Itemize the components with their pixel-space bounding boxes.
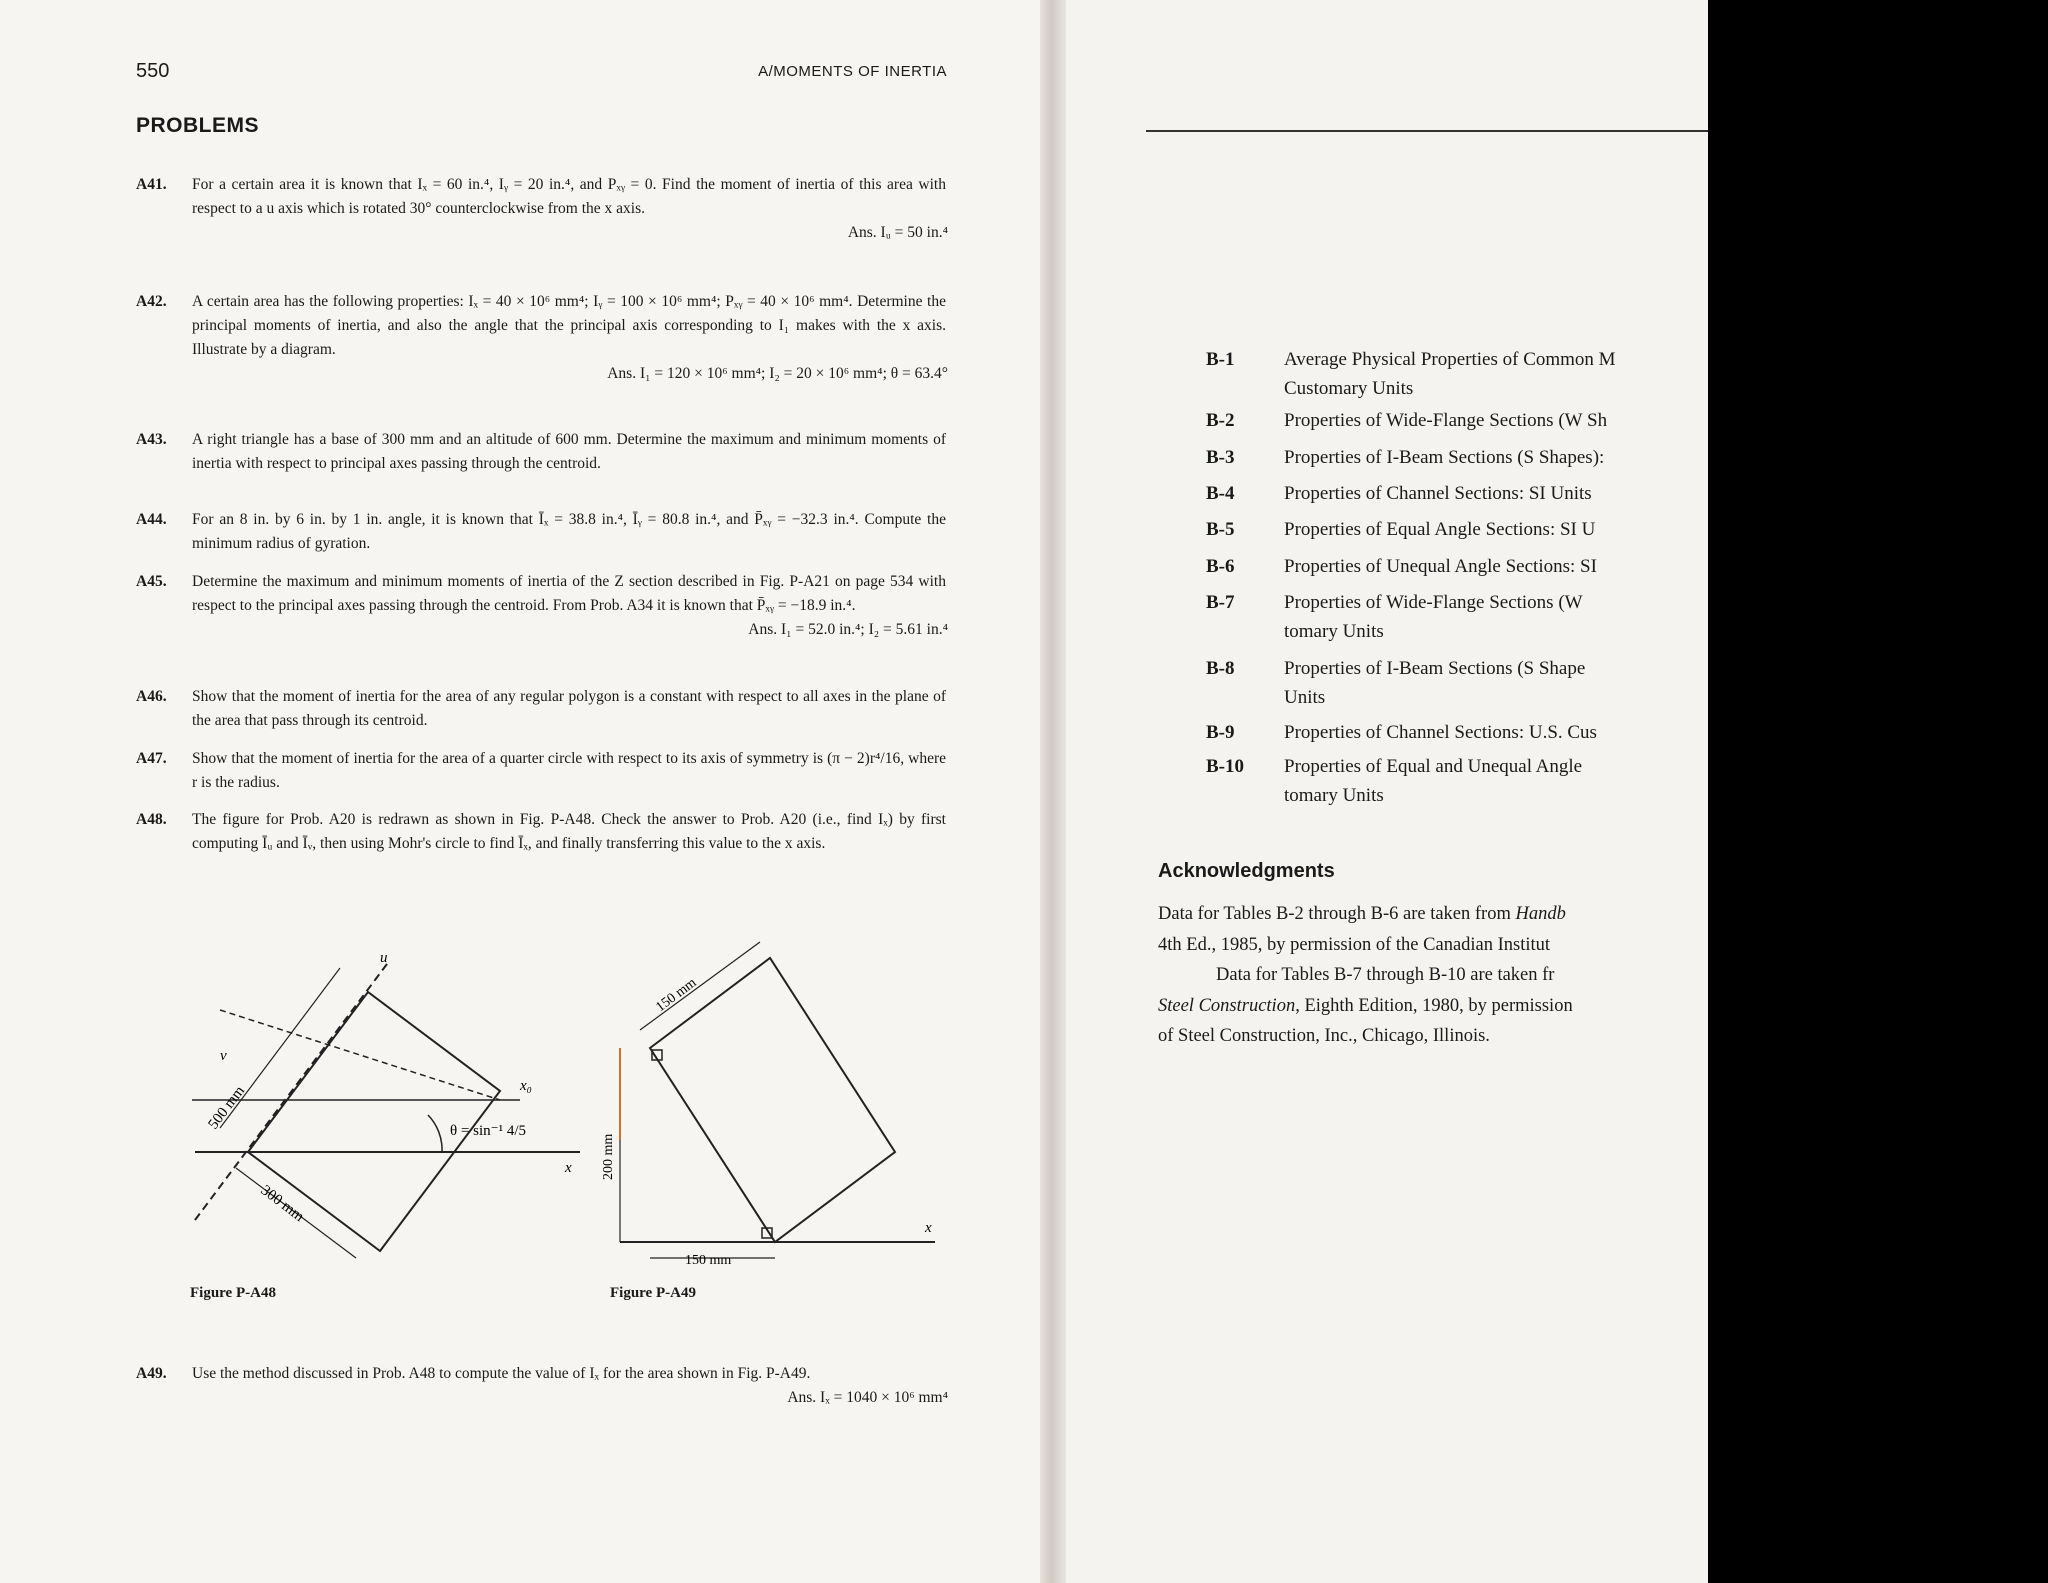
table-title: Properties of I-Beam Sections (S Shapes): (1284, 447, 1605, 468)
table-title-cont: Units (1284, 687, 1326, 708)
table-title: Properties of Channel Sections: U.S. Cus (1284, 722, 1597, 743)
table-title-cont: tomary Units (1284, 785, 1384, 806)
problem-text: For a certain area it is known that Iₓ = 60 in.⁴, Iᵧ = 20 in.⁴, and Pₓᵧ = 0. Find the moment of inertia of this area with respect to a u axis which is rotated 30° counterclockwise from the x axis. (192, 176, 946, 217)
problem-a46 (136, 685, 946, 733)
problem-a44 (136, 508, 946, 556)
problem-answer: Ans. Iᵤ = 50 in.⁴ (847, 224, 948, 241)
ack-text: of Steel Construction, Inc., Chicago, Illinois. (1158, 1026, 1490, 1046)
table-code: B-9 (1206, 722, 1235, 743)
ack-line (1158, 1026, 1490, 1047)
problem-a48 (136, 808, 946, 856)
section-heading: PROBLEMS (136, 114, 260, 137)
problem-text: The figure for Prob. A20 is redrawn as shown in Fig. P-A48. Check the answer to Prob. A20 (i.e., find Iₓ) by first computing Īᵤ and Īᵥ, then using Mohr's circle to find Īₓ, and finally transferring this value to the x axis. (192, 811, 946, 852)
table-code: B-3 (1206, 447, 1235, 468)
table-title: Properties of Unequal Angle Sections: SI (1284, 556, 1597, 577)
table-code: B-10 (1206, 756, 1244, 777)
problem-a47 (136, 747, 946, 795)
problem-number: A45. (136, 573, 167, 590)
ack-text: Data for Tables B-2 through B-6 are taken from (1158, 904, 1516, 924)
table-code: B-4 (1206, 483, 1235, 504)
label-u: u (380, 950, 388, 966)
dim-150-bottom: 150 mm (685, 1253, 732, 1268)
figure-caption-a49: Figure P-A49 (610, 1285, 696, 1301)
table-code: B-6 (1206, 556, 1235, 577)
problem-a41 (136, 173, 946, 245)
table-title: Properties of Equal and Unequal Angle (1284, 756, 1583, 777)
table-title: Properties of Wide-Flange Sections (W Sh (1284, 410, 1608, 431)
dim-line-top (640, 942, 760, 1030)
label-x0: x₀ (520, 1078, 532, 1094)
problem-a42 (136, 290, 946, 386)
problem-number: A41. (136, 176, 167, 193)
dim-300: 300 mm (257, 1182, 307, 1226)
problem-answer: Ans. Iₓ = 1040 × 10⁶ mm⁴ (787, 1389, 948, 1406)
problem-number: A44. (136, 511, 167, 528)
problem-text: For an 8 in. by 6 in. by 1 in. angle, it is known that Īₓ = 38.8 in.⁴, Īᵧ = 80.8 in.⁴, and P̄ₓᵧ = −32.3 in.⁴. Compute the minimum radius of gyration. (192, 511, 946, 552)
ack-italic: Handb (1515, 904, 1566, 924)
table-title: Properties of I-Beam Sections (S Shape (1284, 658, 1586, 679)
problem-text: Determine the maximum and minimum moments of inertia of the Z section described in Fig. P-A21 on page 534 with respect to the principal axes passing through the centroid. From Prob. A34 it is known that P̄ₓᵧ = −18.9 in.⁴. (192, 573, 946, 614)
acknowledgments-heading: Acknowledgments (1158, 860, 1335, 882)
problem-text: A certain area has the following properties: Iₓ = 40 × 10⁶ mm⁴; Iᵧ = 100 × 10⁶ mm⁴; Pₓᵧ = 40 × 10⁶ mm⁴. Determine the principal moments of inertia, and also the angle that the principal axis corresponding to I₁ makes with the x axis. Illustrate by a diagram. (192, 293, 946, 358)
figure-caption-a48: Figure P-A48 (190, 1285, 276, 1301)
problem-text: Use the method discussed in Prob. A48 to compute the value of Iₓ for the area shown in Fig. P-A49. (192, 1365, 811, 1382)
problem-number: A43. (136, 431, 167, 448)
u-axis (195, 960, 390, 1220)
table-title: Properties of Wide-Flange Sections (W (1284, 592, 1583, 613)
table-code: B-5 (1206, 519, 1235, 540)
problem-text: A right triangle has a base of 300 mm and an altitude of 600 mm. Determine the maximum and minimum moments of inertia with respect to principal axes passing through the centroid. (192, 431, 946, 472)
problem-text: Show that the moment of inertia for the area of a quarter circle with respect to its axis of symmetry is (π − 2)r⁴/16, where r is the radius. (192, 750, 946, 791)
rotated-rectangle (650, 958, 895, 1242)
problem-a45 (136, 570, 946, 642)
angle-arc (428, 1115, 442, 1152)
problem-number: A42. (136, 293, 167, 310)
ack-text: Data for Tables B-7 through B-10 are taken fr (1216, 965, 1555, 985)
problem-number: A49. (136, 1365, 167, 1382)
table-code: B-1 (1206, 349, 1235, 370)
x0-axis (220, 1010, 500, 1100)
problem-answer: Ans. I₁ = 120 × 10⁶ mm⁴; I₂ = 20 × 10⁶ mm⁴; θ = 63.4° (607, 365, 948, 382)
problem-text: Show that the moment of inertia for the area of any regular polygon is a constant with respect to all axes in the plane of the area that pass through its centroid. (192, 688, 946, 729)
problem-answer: Ans. I₁ = 52.0 in.⁴; I₂ = 5.61 in.⁴ (748, 621, 948, 638)
table-code: B-2 (1206, 410, 1235, 431)
problem-a49 (136, 1362, 946, 1410)
dim-150-top: 150 mm (653, 975, 700, 1016)
ack-line (1216, 965, 1554, 986)
ack-line (1158, 996, 1573, 1017)
table-title-cont: tomary Units (1284, 621, 1384, 642)
label-x: x (565, 1160, 572, 1176)
figure-p-a49 (590, 940, 950, 1280)
dim-200: 200 mm (601, 1133, 616, 1180)
ack-line (1158, 935, 1550, 956)
problem-a43 (136, 428, 946, 476)
problem-number: A46. (136, 688, 167, 705)
book-gutter (1040, 0, 1066, 1583)
ack-line (1158, 904, 1566, 925)
page-number: 550 (136, 60, 170, 82)
ack-text: 4th Ed., 1985, by permission of the Canadian Institut (1158, 935, 1551, 955)
label-angle: θ = sin⁻¹ 4/5 (450, 1123, 526, 1139)
scan-background (1708, 0, 2048, 1583)
figure-p-a48 (180, 930, 600, 1290)
table-code: B-8 (1206, 658, 1235, 679)
dim-500: 500 mm (205, 1083, 249, 1133)
problem-number: A48. (136, 811, 167, 828)
ack-italic: Steel Construction (1158, 996, 1296, 1016)
table-code: B-7 (1206, 592, 1235, 613)
label-v: v (220, 1048, 227, 1064)
running-head: A/MOMENTS OF INERTIA (758, 63, 947, 80)
table-title: Average Physical Properties of Common M (1284, 349, 1616, 370)
right-page (1066, 0, 1708, 1583)
table-title: Properties of Equal Angle Sections: SI U (1284, 519, 1596, 540)
problem-number: A47. (136, 750, 167, 767)
ack-text: , Eighth Edition, 1980, by permission (1295, 996, 1573, 1016)
table-title-cont: Customary Units (1284, 378, 1414, 399)
label-x: x (925, 1220, 932, 1236)
horizontal-rule (1146, 130, 1708, 132)
table-title: Properties of Channel Sections: SI Units (1284, 483, 1592, 504)
